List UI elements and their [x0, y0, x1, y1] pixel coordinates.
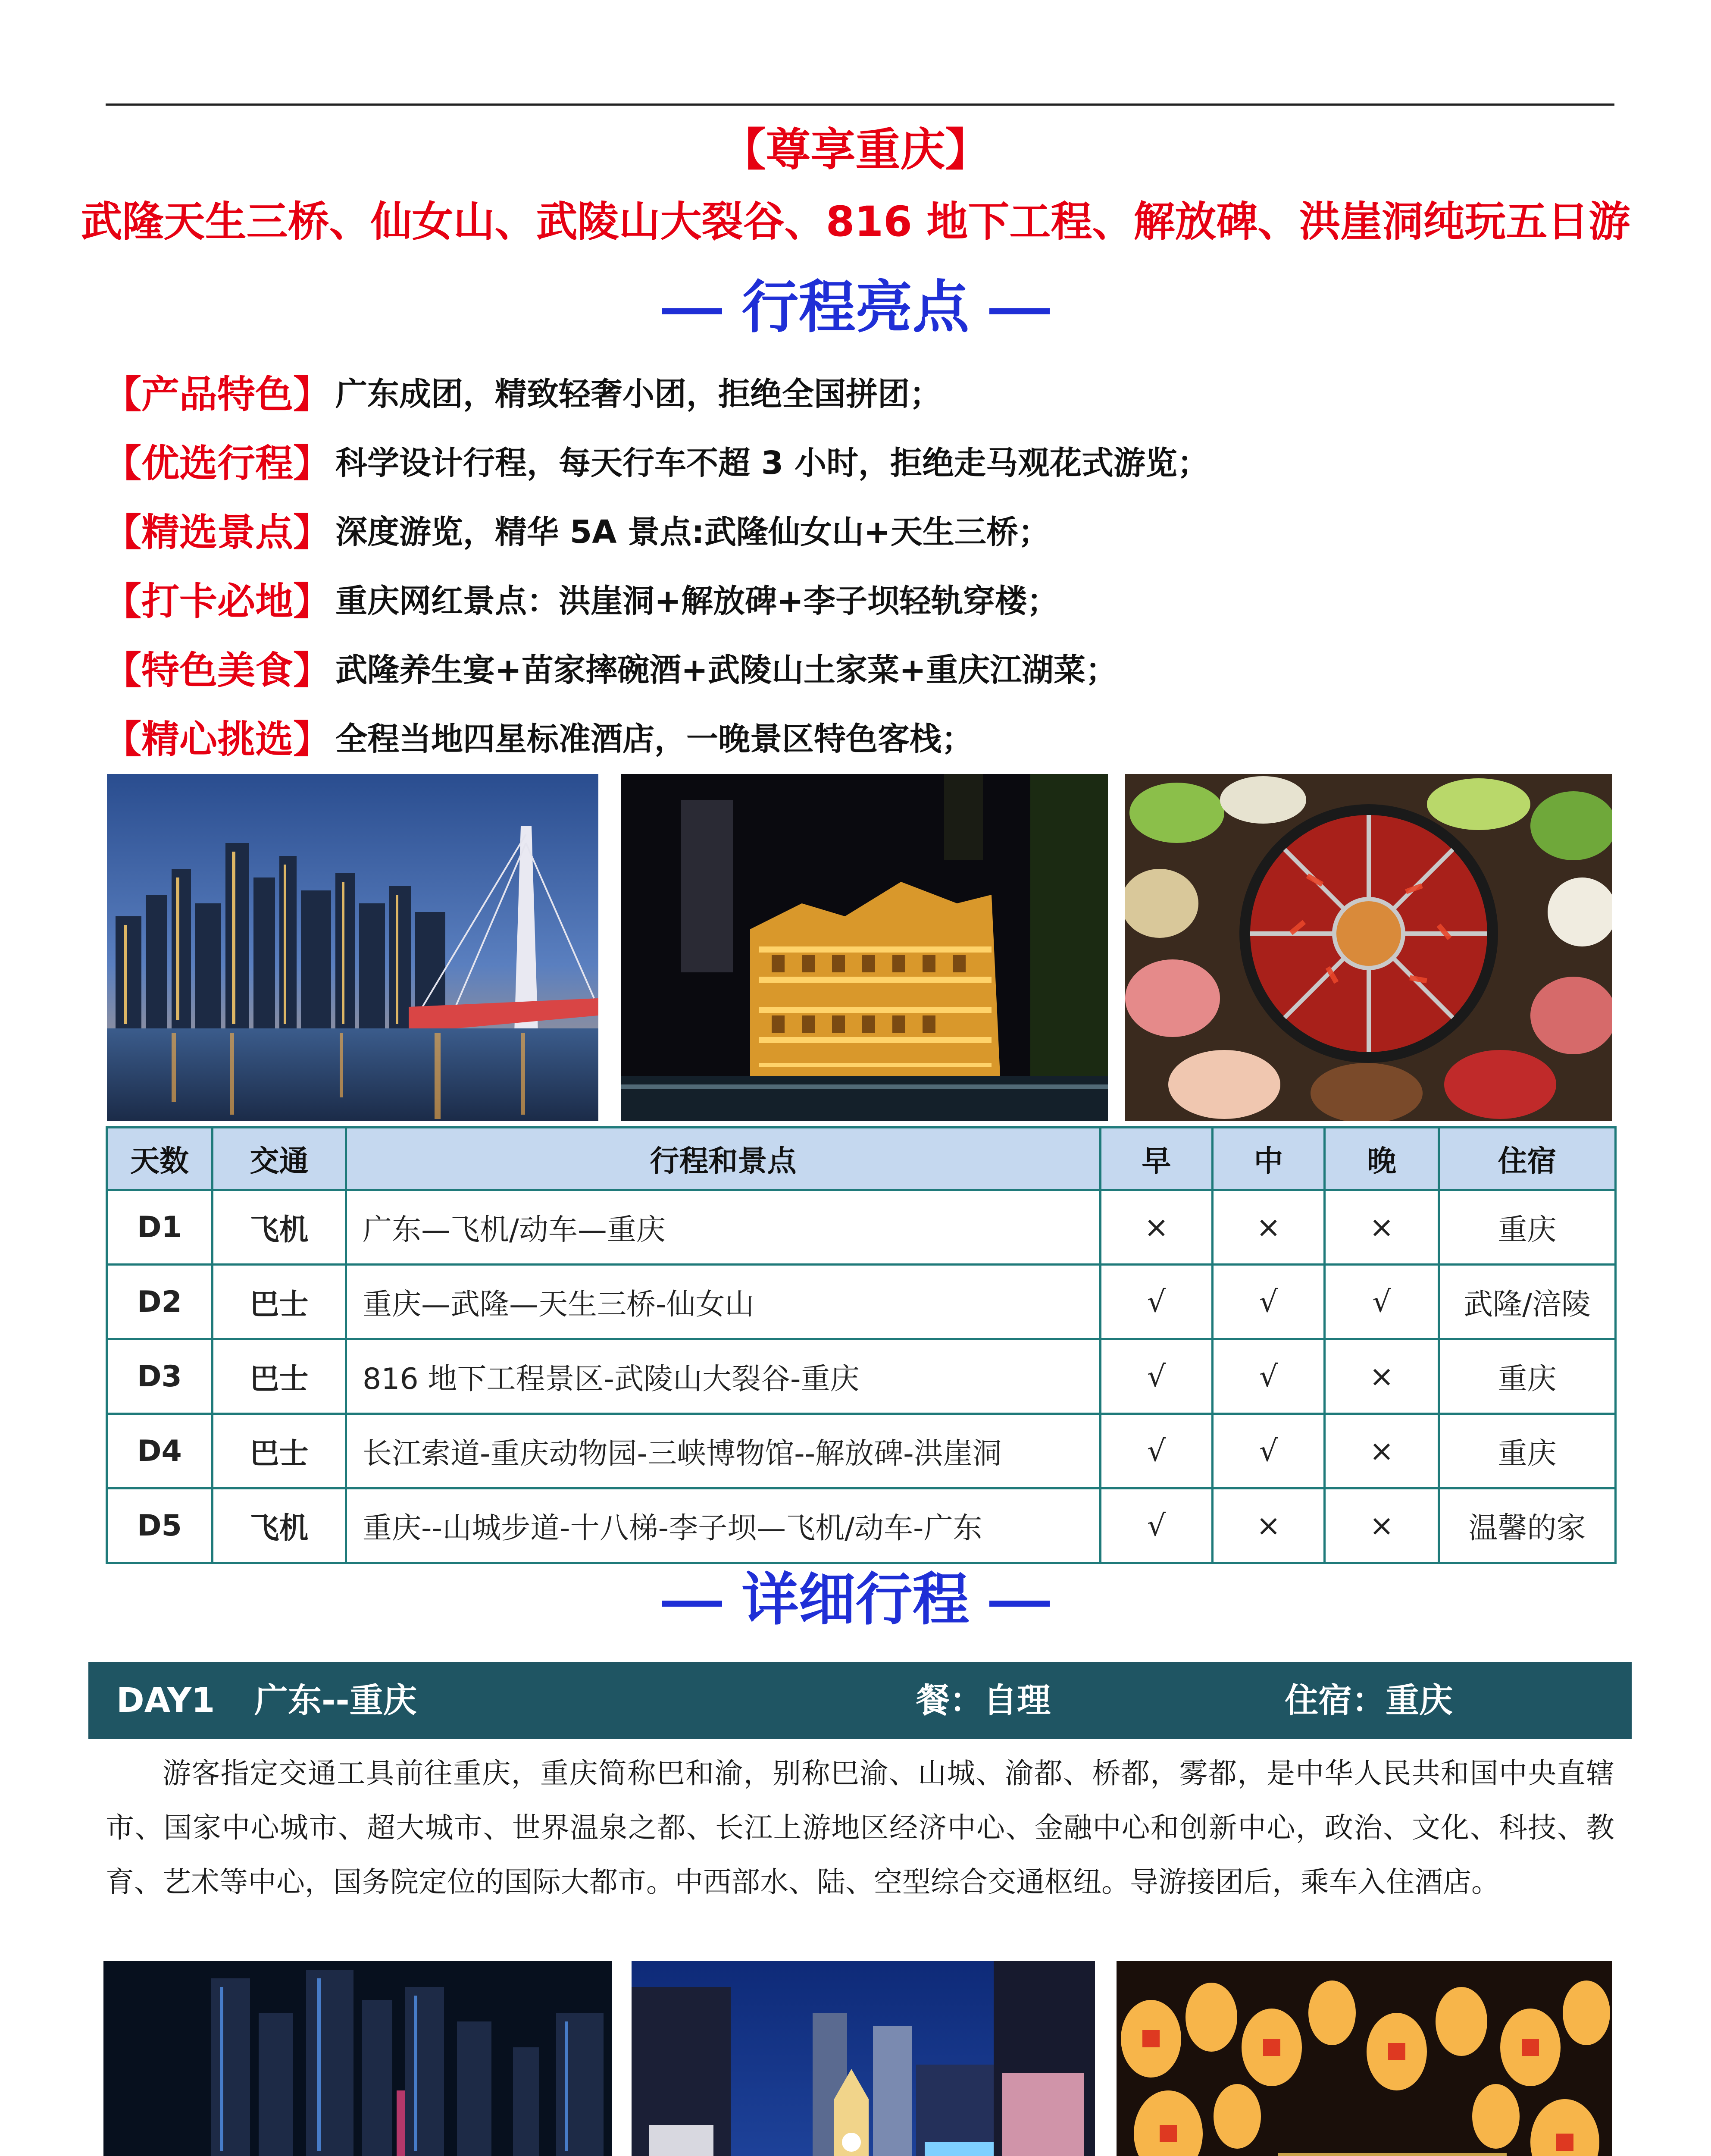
- day1-meals: 餐：自理: [916, 1681, 1051, 1720]
- col-header-lunch: 中: [1213, 1128, 1325, 1190]
- product-title: 【尊享重庆】: [721, 123, 990, 176]
- cell-day: D3: [107, 1339, 213, 1414]
- highlight-tag: 【优选行程】: [103, 441, 332, 486]
- details-heading-text: 详细行程: [741, 1567, 970, 1633]
- highlight-item: [103, 357, 1612, 426]
- cell-lunch: ×: [1213, 1489, 1325, 1563]
- highlights-list: [103, 357, 1612, 771]
- table-row: [107, 1339, 1616, 1414]
- table-row: [107, 1190, 1616, 1265]
- table-header-row: [107, 1128, 1616, 1190]
- itinerary-table: [106, 1126, 1617, 1564]
- cell-breakfast: √: [1101, 1265, 1213, 1339]
- photo-hongyadong-night: [621, 774, 1108, 1121]
- cell-breakfast: √: [1101, 1339, 1213, 1414]
- day1-stay: 住宿：重庆: [1285, 1681, 1453, 1720]
- day1-route: 广东--重庆: [254, 1681, 417, 1720]
- table-row: [107, 1265, 1616, 1339]
- table-row: [107, 1489, 1616, 1563]
- highlight-item: [103, 633, 1612, 702]
- table-row: [107, 1414, 1616, 1489]
- cell-dinner: ×: [1325, 1190, 1439, 1265]
- col-header-route: 行程和景点: [346, 1128, 1101, 1190]
- cell-transport: 巴士: [213, 1265, 346, 1339]
- day1-description: 游客指定交通工具前往重庆，重庆简称巴和渝，别称巴渝、山城、渝都、桥都，雾都，是中华人民共和国中央直辖市、国家中心城市、超大城市、世界温泉之都、长江上游地区经济中心、金融中心和创新中心，政治、文化、科技、教育、艺术等中心，国务院定位的国际大都市。中西部水、陆、空型综合交通枢纽。导游接团后，乘车入住酒店。: [106, 1757, 1614, 1899]
- cell-dinner: ×: [1325, 1414, 1439, 1489]
- cell-lunch: √: [1213, 1414, 1325, 1489]
- cell-day: D4: [107, 1414, 213, 1489]
- highlight-tag: 【精选景点】: [103, 510, 332, 555]
- details-heading: [0, 1563, 1711, 1636]
- cell-route: 816 地下工程景区-武陵山大裂谷-重庆: [346, 1339, 1101, 1414]
- highlight-item: [103, 702, 1612, 771]
- col-header-stay: 住宿: [1439, 1128, 1616, 1190]
- heading-dash-right: [989, 1601, 1050, 1607]
- cell-day: D2: [107, 1265, 213, 1339]
- col-header-day: 天数: [107, 1128, 213, 1190]
- highlight-tag: 【特色美食】: [103, 648, 332, 693]
- highlight-text: 全程当地四星标准酒店，一晚景区特色客栈；: [335, 721, 974, 758]
- cell-lunch: √: [1213, 1265, 1325, 1339]
- photo-chongqing-night-skyline: [103, 1961, 612, 2156]
- cell-breakfast: ×: [1101, 1190, 1213, 1265]
- heading-dash-left: [662, 308, 722, 314]
- cell-stay: 温馨的家: [1439, 1489, 1616, 1563]
- cell-stay: 重庆: [1439, 1190, 1616, 1265]
- col-header-transport: 交通: [213, 1128, 346, 1190]
- cell-lunch: √: [1213, 1339, 1325, 1414]
- cell-breakfast: √: [1101, 1489, 1213, 1563]
- highlight-text: 重庆网红景点：洪崖洞+解放碑+李子坝轻轨穿楼；: [335, 583, 1059, 620]
- cell-route: 重庆--山城步道-十八梯-李子坝—飞机/动车-广东: [346, 1489, 1101, 1563]
- cell-day: D1: [107, 1190, 213, 1265]
- day1-header-bar: [88, 1662, 1632, 1739]
- cell-stay: 重庆: [1439, 1414, 1616, 1489]
- product-subtitle: 武隆天生三桥、仙女山、武陵山大裂谷、816 地下工程、解放碑、洪崖洞纯玩五日游: [81, 197, 1630, 246]
- cell-transport: 飞机: [213, 1489, 346, 1563]
- cell-transport: 巴士: [213, 1339, 346, 1414]
- highlight-tag: 【打卡必地】: [103, 579, 332, 624]
- cell-dinner: √: [1325, 1265, 1439, 1339]
- highlight-item: [103, 426, 1612, 495]
- highlight-text: 武隆养生宴+苗家摔碗酒+武陵山土家菜+重庆江湖菜；: [335, 652, 1118, 689]
- cell-stay: 武隆/涪陵: [1439, 1265, 1616, 1339]
- highlights-heading: [0, 271, 1711, 344]
- col-header-dinner: 晚: [1325, 1128, 1439, 1190]
- photo-city-skyline-bridge: [107, 774, 598, 1121]
- cell-dinner: ×: [1325, 1489, 1439, 1563]
- col-header-breakfast: 早: [1101, 1128, 1213, 1190]
- cell-route: 重庆—武隆—天生三桥-仙女山: [346, 1265, 1101, 1339]
- highlight-item: [103, 564, 1612, 633]
- day1-label: DAY1: [116, 1681, 215, 1720]
- photo-hotpot: [1125, 774, 1612, 1121]
- cell-dinner: ×: [1325, 1339, 1439, 1414]
- highlight-item: [103, 495, 1612, 564]
- cell-lunch: ×: [1213, 1190, 1325, 1265]
- cell-stay: 重庆: [1439, 1339, 1616, 1414]
- highlight-tag: 【精心挑选】: [103, 717, 332, 761]
- photo-lantern-food-street: [1117, 1961, 1612, 2156]
- cell-route: 广东—飞机/动车—重庆: [346, 1190, 1101, 1265]
- highlight-text: 广东成团，精致轻奢小团，拒绝全国拼团；: [335, 376, 942, 413]
- cell-breakfast: √: [1101, 1414, 1213, 1489]
- highlights-heading-text: 行程亮点: [741, 274, 970, 341]
- cell-transport: 飞机: [213, 1190, 346, 1265]
- photo-jiefangbei-plaza: [632, 1961, 1095, 2156]
- highlight-tag: 【产品特色】: [103, 372, 332, 417]
- cell-route: 长江索道-重庆动物园-三峡博物馆--解放碑-洪崖洞: [346, 1414, 1101, 1489]
- cell-day: D5: [107, 1489, 213, 1563]
- cell-transport: 巴士: [213, 1414, 346, 1489]
- highlight-text: 深度游览，精华 5A 景点:武隆仙女山+天生三桥；: [335, 514, 1050, 551]
- top-divider: [106, 103, 1614, 106]
- heading-dash-left: [662, 1601, 722, 1607]
- heading-dash-right: [989, 308, 1050, 314]
- highlight-text: 科学设计行程，每天行车不超 3 小时，拒绝走马观花式游览；: [335, 445, 1210, 482]
